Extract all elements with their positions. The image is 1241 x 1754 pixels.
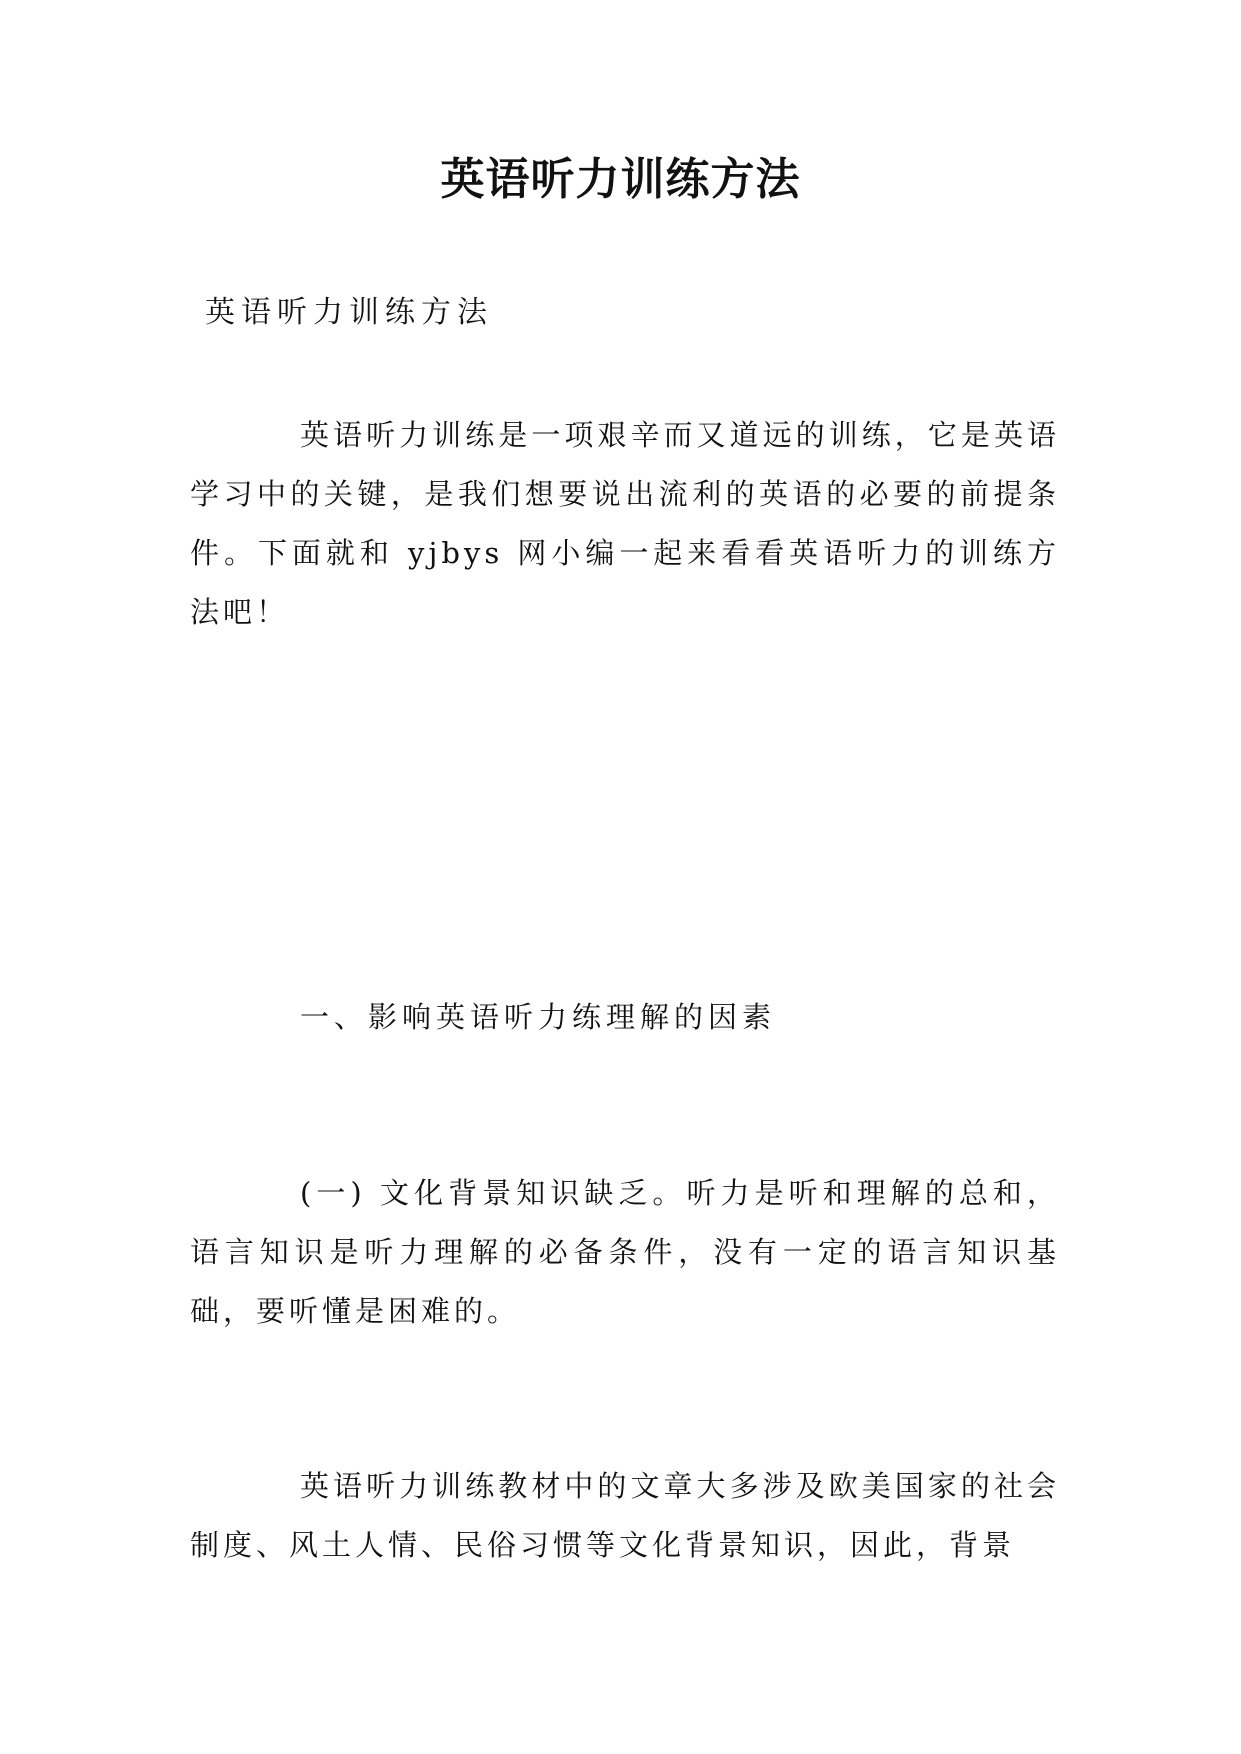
- paragraph-textbook-content: 英语听力训练教材中的文章大多涉及欧美国家的社会制度、风土人情、民俗习惯等文化背景知识，因此，背景: [190, 1469, 1060, 1562]
- section-heading-1: 一、影响英语听力练理解的因素: [300, 1000, 777, 1034]
- paragraph-intro: 英语听力训练是一项艰辛而又道远的训练，它是英语学习中的关键，是我们想要说出流利的英语的必要的前提条件。下面就和 yjbys 网小编一起来看看英语听力的训练方法吧！: [190, 418, 1060, 629]
- paragraph-culture-background: (一) 文化背景知识缺乏。听力是听和理解的总和，语言知识是听力理解的必备条件，没有一定的语言知识基础，要听懂是困难的。: [190, 1176, 1060, 1328]
- document-subtitle: 英语听力训练方法: [205, 295, 493, 330]
- document-title: 英语听力训练方法: [440, 154, 801, 205]
